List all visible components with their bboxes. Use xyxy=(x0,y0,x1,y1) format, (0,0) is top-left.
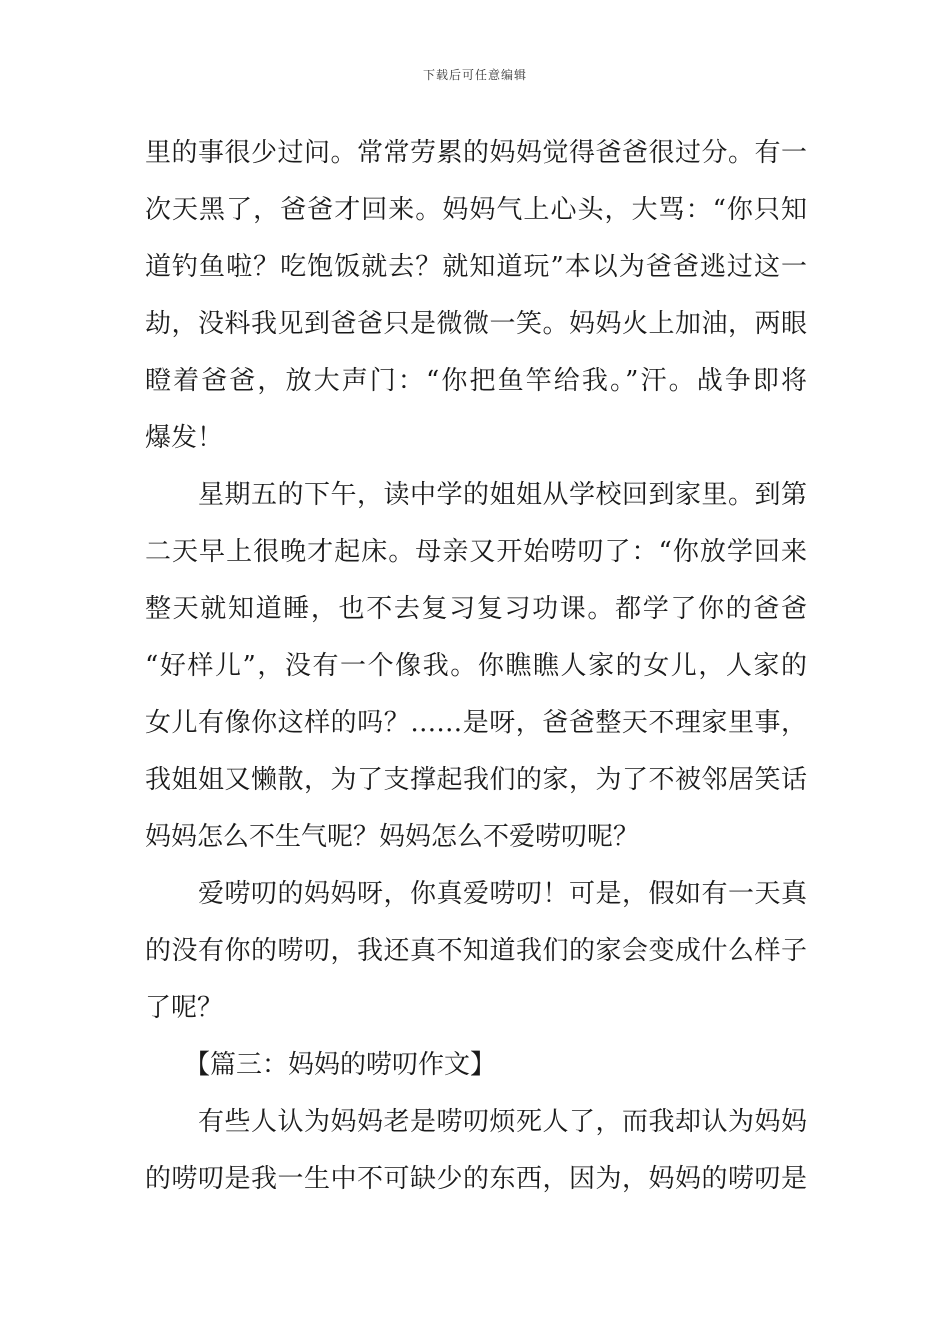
text-line: 整天就知道睡，也不去复习复习功课。都学了你的爸爸 xyxy=(145,594,807,624)
text-line: 爆发！ xyxy=(145,423,224,453)
text-line: 的唠叨是我一生中不可缺少的东西，因为，妈妈的唠叨是 xyxy=(145,1164,807,1194)
text-line: 了呢？ xyxy=(145,993,224,1023)
text-line: 女儿有像你这样的吗？……是呀，爸爸整天不理家里事， xyxy=(145,708,807,738)
text-line: 里的事很少过问。常常劳累的妈妈觉得爸爸很过分。有一 xyxy=(145,138,807,168)
text-line: 劫，没料我见到爸爸只是微微一笑。妈妈火上加油，两眼 xyxy=(145,309,807,339)
text-line: 的没有你的唠叨，我还真不知道我们的家会变成什么样子 xyxy=(145,936,807,966)
text-line: 有些人认为妈妈老是唠叨烦死人了，而我却认为妈妈 xyxy=(145,1107,807,1137)
text-line: 星期五的下午，读中学的姐姐从学校回到家里。到第 xyxy=(145,480,807,510)
section-heading: 【篇三：妈妈的唠叨作文】 xyxy=(145,1050,497,1080)
text-line: 爱唠叨的妈妈呀，你真爱唠叨！可是，假如有一天真 xyxy=(145,879,807,909)
text-line: 二天早上很晚才起床。母亲又开始唠叨了：“你放学回来 xyxy=(145,537,807,567)
text-line: 我姐姐又懒散，为了支撑起我们的家，为了不被邻居笑话 xyxy=(145,765,807,795)
text-line: 次天黑了，爸爸才回来。妈妈气上心头，大骂：“你只知 xyxy=(145,195,807,225)
essay-body xyxy=(145,125,807,1208)
text-line: 道钓鱼啦？吃饱饭就去？就知道玩”本以为爸爸逃过这一 xyxy=(145,252,807,282)
page-header-note: 下载后可任意编辑 xyxy=(422,68,527,82)
text-line: 瞪着爸爸，放大声门：“你把鱼竿给我。”汗。战争即将 xyxy=(145,366,807,396)
text-line: 妈妈怎么不生气呢？妈妈怎么不爱唠叨呢？ xyxy=(145,822,640,852)
text-line: “好样儿”，没有一个像我。你瞧瞧人家的女儿，人家的 xyxy=(145,651,807,681)
